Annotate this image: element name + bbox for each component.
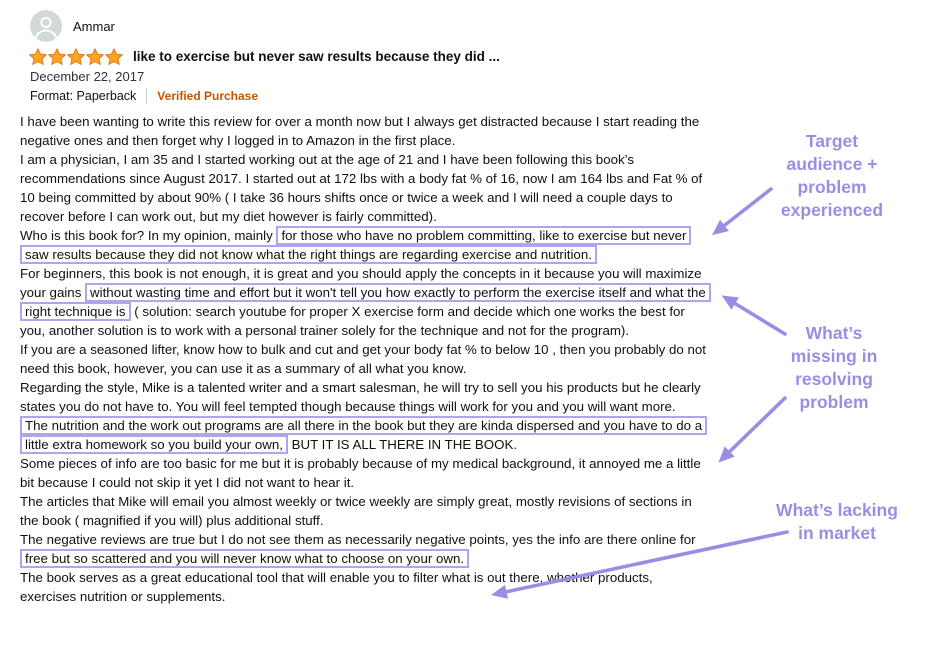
format-row [30, 88, 258, 103]
star-icon [67, 48, 85, 65]
star-icon [29, 48, 47, 65]
review-text: ( solution: search youtube for proper X exercise form and decide which one works the best for you, another solution is to work with a personal trainer solely for the technique and not for the program). [20, 304, 685, 338]
divider [146, 88, 147, 103]
review-text: Who is this book for? In my opinion, mainly [20, 228, 277, 243]
review-paragraph [20, 226, 712, 264]
review-date: December 22, 2017 [30, 69, 145, 84]
review-text: The book serves as a great educational tool that will enable you to filter what is out there, whether products, exercises nutrition or supplements. [20, 570, 653, 604]
review-text: BUT IT IS ALL THERE IN THE BOOK. [287, 437, 518, 452]
review-paragraph [20, 416, 712, 454]
annotation-whats-missing: What’s missing in resolving problem [790, 323, 878, 412]
review-paragraph [20, 530, 712, 568]
review-text: The negative reviews are true but I do not see them as necessarily negative points, yes the info are there online for [20, 532, 696, 547]
review-paragraph [20, 492, 712, 530]
review-paragraph [20, 150, 712, 226]
annotation-target-audience: Target audience + problem experienced [780, 131, 884, 220]
arrow-to-target-audience-box [716, 189, 771, 232]
star-icon [48, 48, 66, 65]
review-text: Some pieces of info are too basic for me but it is probably because of my medical background, it annoyed me a little bit because I could not skip it yet I did not want to hear it. [20, 456, 701, 490]
review-text: I have been wanting to write this review for over a month now but I always get distracted because I start reading the negative ones and then forget why I logged in to Amazon in the first place. [20, 114, 700, 148]
review-body [20, 112, 712, 606]
highlighted-text: The nutrition and the work out programs are all there in the book but they are kinda dispersed and you have to do a little extra homework so you build your own, [20, 416, 707, 454]
review-paragraph [20, 112, 712, 150]
review-text: I am a physician, I am 35 and I started working out at the age of 21 and I have been following this book’s recommendations since August 2017. I started out at 172 lbs with a body fat % of 16, now I am 164 lbs and Fat % of 10 being committed by about 90% ( I take 36 hours shifts once or twice a week and I will need a couple days to recover before I can work out, but my diet however is fairly committed). [20, 152, 703, 224]
review-title-row [29, 48, 500, 65]
review-text: Regarding the style, Mike is a talented writer and a smart salesman, he will try to sell you his products but he clearly states you do not have to. You will feel tempted though because things will work for you and you will want more. [20, 380, 701, 414]
review-text: For beginners, this book is not enough, it is great and you should apply the concepts in it because you will maximize your gains [20, 266, 702, 300]
reviewer-header [30, 10, 115, 42]
review-paragraph [20, 378, 712, 416]
reviewer-name[interactable]: Ammar [73, 18, 115, 34]
review-title: like to exercise but never saw results because they did ... [133, 49, 500, 64]
highlighted-text: without wasting time and effort but it won't tell you how exactly to perform the exercise itself and what the right technique is [20, 283, 711, 321]
review-paragraph [20, 340, 712, 378]
review-text: If you are a seasoned lifter, know how to bulk and cut and get your body fat % to below 10 , then you probably do not need this book, however, you can use it as a summary of all what you know. [20, 342, 706, 376]
annotation-whats-lacking: What’s lacking in market [776, 500, 898, 543]
highlighted-text: free but so scattered and you will never know what to choose on your own. [20, 549, 469, 568]
star-icon [105, 48, 123, 65]
review-paragraph [20, 568, 712, 606]
star-icon [86, 48, 104, 65]
format-label: Format: Paperback [30, 88, 137, 103]
highlighted-text: for those who have no problem committing, like to exercise but never saw results because they did not know what the right things are regarding exercise and nutrition. [20, 226, 691, 264]
review-text: The articles that Mike will email you almost weekly or twice weekly are simply great, mostly revisions of sections in the book ( magnified if you will) plus additional stuff. [20, 494, 692, 528]
verified-purchase-badge[interactable]: Verified Purchase [157, 88, 259, 103]
star-rating [29, 48, 123, 65]
review-paragraph [20, 454, 712, 492]
avatar[interactable] [30, 10, 62, 42]
review-paragraph [20, 264, 712, 340]
